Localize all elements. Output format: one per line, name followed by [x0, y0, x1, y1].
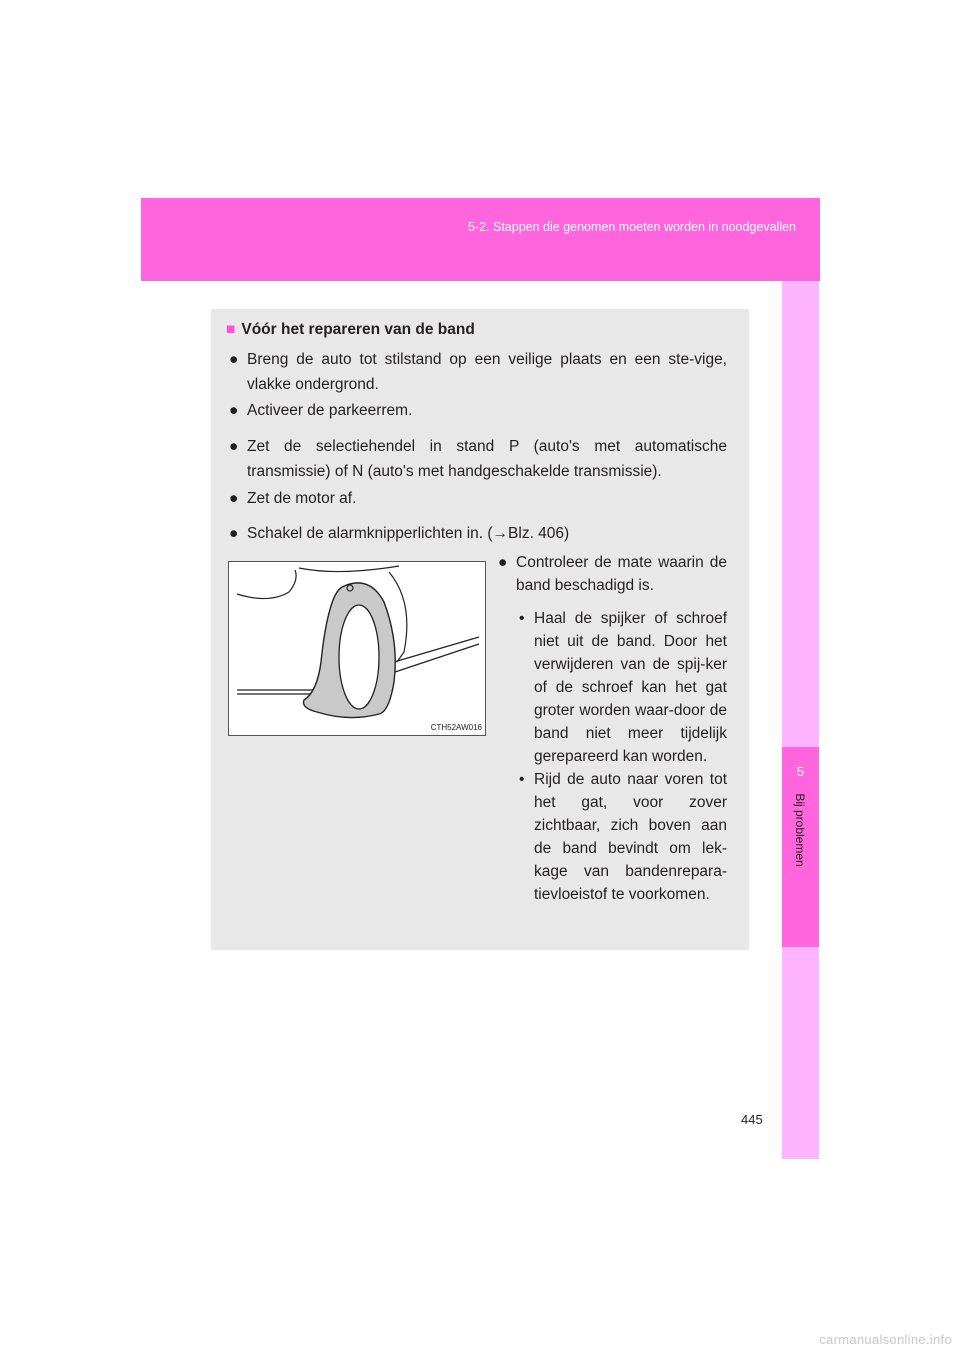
page-number: 445: [741, 1112, 763, 1127]
chapter-label: Bij problemen: [793, 793, 807, 867]
chapter-number: 5: [796, 764, 805, 779]
sub-list-item: [519, 607, 727, 768]
sub-bullet-icon: •: [519, 771, 525, 788]
sub-list-item-text: Rijd de auto naar voren tot het gat, voor zover zichtbaar, zich boven aan de band bevindt om lek-kage van bandenrepara-tievloeistof te voorkomen.: [534, 771, 727, 903]
bullet-icon: ●: [498, 554, 508, 571]
square-bullet-icon: ■: [226, 321, 236, 338]
list-item: [498, 551, 727, 597]
list-item-text: Breng de auto tot stilstand op een veilige plaats en een ste-vige, vlakke ondergrond.: [247, 351, 727, 393]
tire-illustration: [228, 561, 486, 736]
bullet-icon: ●: [229, 438, 239, 455]
tire-drawing: [229, 562, 485, 735]
sub-list-item: [519, 768, 727, 906]
list-item-text: Zet de selectiehendel in stand P (auto's met automatische transmissie) of N (auto's met handgeschakelde transmissie).: [247, 438, 727, 480]
list-item-text: Zet de motor af.: [247, 490, 357, 507]
list-item: [229, 434, 727, 484]
chapter-tab: [782, 747, 819, 947]
sub-bullet-icon: •: [519, 610, 525, 627]
section-header-band: [141, 198, 820, 281]
bullet-icon: ●: [229, 525, 239, 542]
panel-heading: [226, 321, 475, 339]
bullet-icon: ●: [229, 351, 239, 368]
list-item-text: Schakel de alarmknipperlichten in. (→Blz. 406): [247, 525, 570, 542]
bullet-icon: ●: [229, 490, 239, 507]
tire-check-column: [498, 551, 727, 906]
list-item: [229, 347, 727, 397]
list-item: [229, 521, 727, 546]
info-panel: [211, 309, 749, 950]
watermark: carmanualsonline.info: [819, 1332, 952, 1347]
list-item-text: Activeer de parkeerrem.: [247, 402, 413, 419]
list-item: [229, 398, 727, 423]
side-strip: [782, 281, 819, 1159]
list-item-text: Controleer de mate waarin de band beschadigd is.: [516, 554, 727, 594]
list-item: [229, 486, 727, 511]
illustration-code: CTH52AW016: [430, 723, 482, 732]
panel-heading-text: Vóór het repareren van de band: [241, 321, 475, 338]
section-title: 5-2. Stappen die genomen moeten worden in noodgevallen: [467, 220, 796, 234]
bullet-icon: ●: [229, 402, 239, 419]
sub-list-item-text: Haal de spijker of schroef niet uit de band. Door het verwijderen van de spij-ker of de schroef kan het gat groter worden waar-door de band niet meer tijdelijk gerepareerd kan worden.: [534, 610, 727, 765]
